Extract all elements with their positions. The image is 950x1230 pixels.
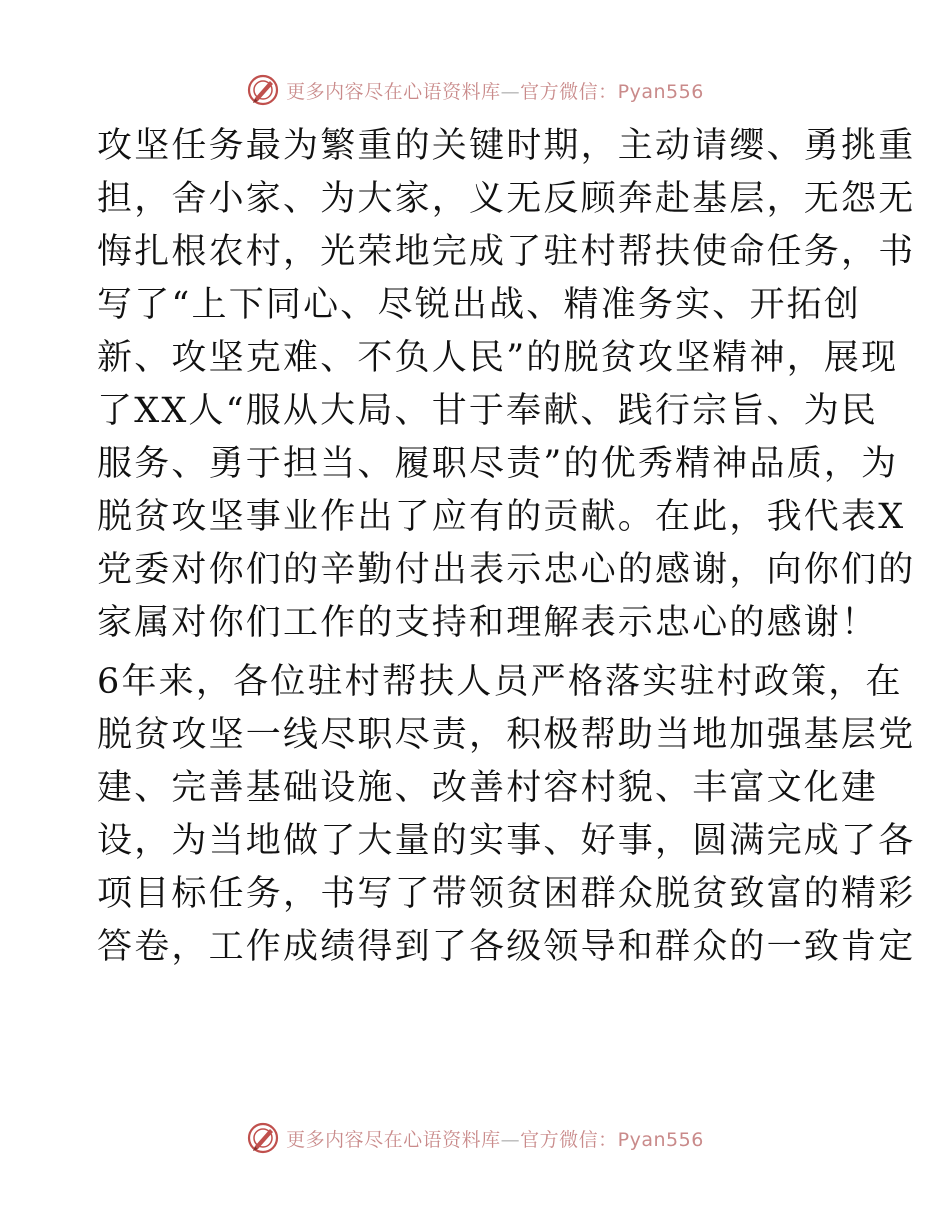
footer-banner xyxy=(0,1118,950,1158)
text-line: 了XX人“服从大局、甘于奉献、践行宗旨、为民 xyxy=(97,391,879,431)
paragraph-2 xyxy=(97,656,916,974)
text-line: 设，为当地做了大量的实事、好事，圆满完成了各 xyxy=(97,821,916,861)
text-line: 悔扎根农村，光荣地完成了驻村帮扶使命任务，书 xyxy=(97,232,916,272)
text-line: 服务、勇于担当、履职尽责”的优秀精神品质，为 xyxy=(97,444,899,484)
logo-icon xyxy=(246,73,280,107)
document-body xyxy=(97,120,916,974)
text-line: 攻坚任务最为繁重的关键时期，主动请缨、勇挑重 xyxy=(97,126,916,166)
text-line: 答卷，工作成绩得到了各级领导和群众的一致肯定 xyxy=(97,927,916,967)
text-line: 担，舍小家、为大家，义无反顾奔赴基层，无怨无 xyxy=(97,179,916,219)
footer-banner-text: 更多内容尽在心语资料库—官方微信：Pyan556 xyxy=(286,1128,704,1151)
header-banner-text: 更多内容尽在心语资料库—官方微信：Pyan556 xyxy=(286,80,704,103)
logo-icon xyxy=(246,1121,280,1155)
text-line: 6年来，各位驻村帮扶人员严格落实驻村政策，在 xyxy=(97,662,903,702)
text-line: 新、攻坚克难、不负人民”的脱贫攻坚精神，展现 xyxy=(97,338,899,378)
paragraph-1 xyxy=(97,120,916,650)
text-line: 家属对你们工作的支持和理解表示忠心的感谢！ xyxy=(97,603,879,643)
text-line: 党委对你们的辛勤付出表示忠心的感谢，向你们的 xyxy=(97,550,916,590)
text-line: 脱贫攻坚事业作出了应有的贡献。在此，我代表X xyxy=(97,497,906,537)
text-line: 建、完善基础设施、改善村容村貌、丰富文化建 xyxy=(97,768,879,808)
text-line: 写了“上下同心、尽锐出战、精准务实、开拓创 xyxy=(97,285,862,325)
text-line: 项目标任务，书写了带领贫困群众脱贫致富的精彩 xyxy=(97,874,916,914)
header-banner xyxy=(0,70,950,110)
text-line: 脱贫攻坚一线尽职尽责，积极帮助当地加强基层党 xyxy=(97,715,916,755)
